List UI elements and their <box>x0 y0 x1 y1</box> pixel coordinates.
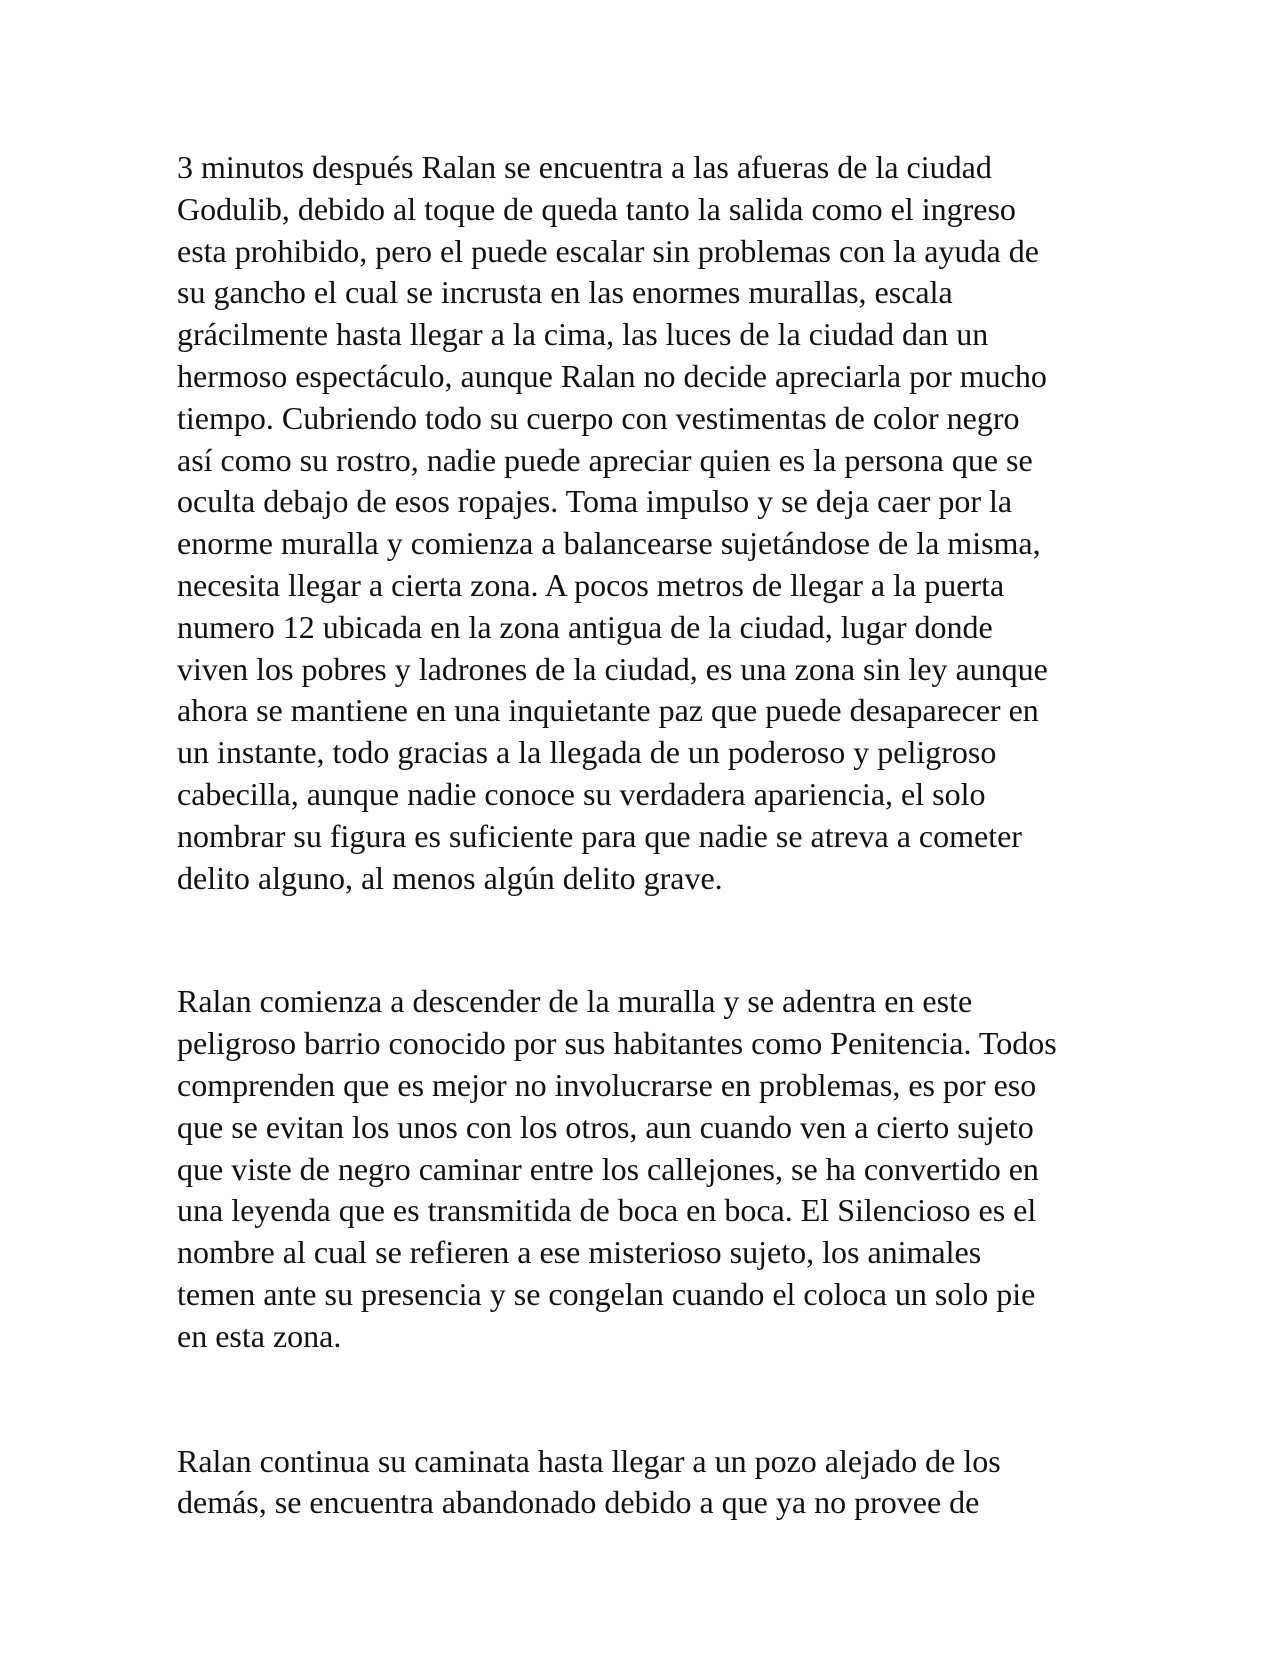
text-line: peligroso barrio conocido por sus habitantes como Penitencia. Todos <box>177 1025 1057 1062</box>
text-line: ahora se mantiene en una inquietante paz que puede desaparecer en <box>177 692 1039 729</box>
text-line: enorme muralla y comienza a balancearse sujetándose de la misma, <box>177 525 1041 562</box>
text-line: grácilmente hasta llegar a la cima, las luces de la ciudad dan un <box>177 316 989 353</box>
text-line: hermoso espectáculo, aunque Ralan no decide apreciarla por mucho <box>177 357 1047 394</box>
text-line: en esta zona. <box>177 1317 342 1354</box>
text-line: temen ante su presencia y se congelan cuando el coloca un solo pie <box>177 1275 1036 1312</box>
paragraph-1 <box>177 147 1137 899</box>
text-line: Godulib, debido al toque de queda tanto la salida como el ingreso <box>177 190 1016 227</box>
text-line: esta prohibido, pero el puede escalar sin problemas con la ayuda de <box>177 232 1039 269</box>
text-line: demás, se encuentra abandonado debido a que ya no provee de <box>177 1484 980 1521</box>
text-line: viven los pobres y ladrones de la ciudad, es una zona sin ley aunque <box>177 650 1048 687</box>
text-line: que se evitan los unos con los otros, aun cuando ven a cierto sujeto <box>177 1108 1034 1145</box>
text-line: comprenden que es mejor no involucrarse en problemas, es por eso <box>177 1066 1037 1103</box>
text-line: así como su rostro, nadie puede apreciar quien es la persona que se <box>177 441 1033 478</box>
text-line: cabecilla, aunque nadie conoce su verdadera apariencia, el solo <box>177 775 986 812</box>
text-line: numero 12 ubicada en la zona antigua de la ciudad, lugar donde <box>177 608 993 645</box>
text-line: tiempo. Cubriendo todo su cuerpo con vestimentas de color negro <box>177 399 1020 436</box>
text-line: 3 minutos después Ralan se encuentra a las afueras de la ciudad <box>177 149 992 185</box>
text-line: Ralan comienza a descender de la muralla y se adentra en este <box>177 983 973 1020</box>
text-line: nombre al cual se refieren a ese misterioso sujeto, los animales <box>177 1234 982 1271</box>
text-line: su gancho el cual se incrusta en las enormes murallas, escala <box>177 274 953 311</box>
paragraph-2 <box>177 981 1137 1357</box>
text-line: una leyenda que es transmitida de boca en boca. El Silencioso es el <box>177 1192 1037 1229</box>
text-line: nombrar su figura es suficiente para que nadie se atreva a cometer <box>177 817 1022 854</box>
document-body <box>177 147 1137 1524</box>
text-line: un instante, todo gracias a la llegada de un poderoso y peligroso <box>177 734 997 771</box>
text-line: delito alguno, al menos algún delito grave. <box>177 859 723 896</box>
text-line: que viste de negro caminar entre los callejones, se ha convertido en <box>177 1150 1039 1187</box>
text-line: Ralan continua su caminata hasta llegar a un pozo alejado de los <box>177 1442 1001 1479</box>
text-line: necesita llegar a cierta zona. A pocos metros de llegar a la puerta <box>177 566 1005 603</box>
text-line: oculta debajo de esos ropajes. Toma impulso y se deja caer por la <box>177 483 1013 520</box>
paragraph-3 <box>177 1441 1137 1525</box>
